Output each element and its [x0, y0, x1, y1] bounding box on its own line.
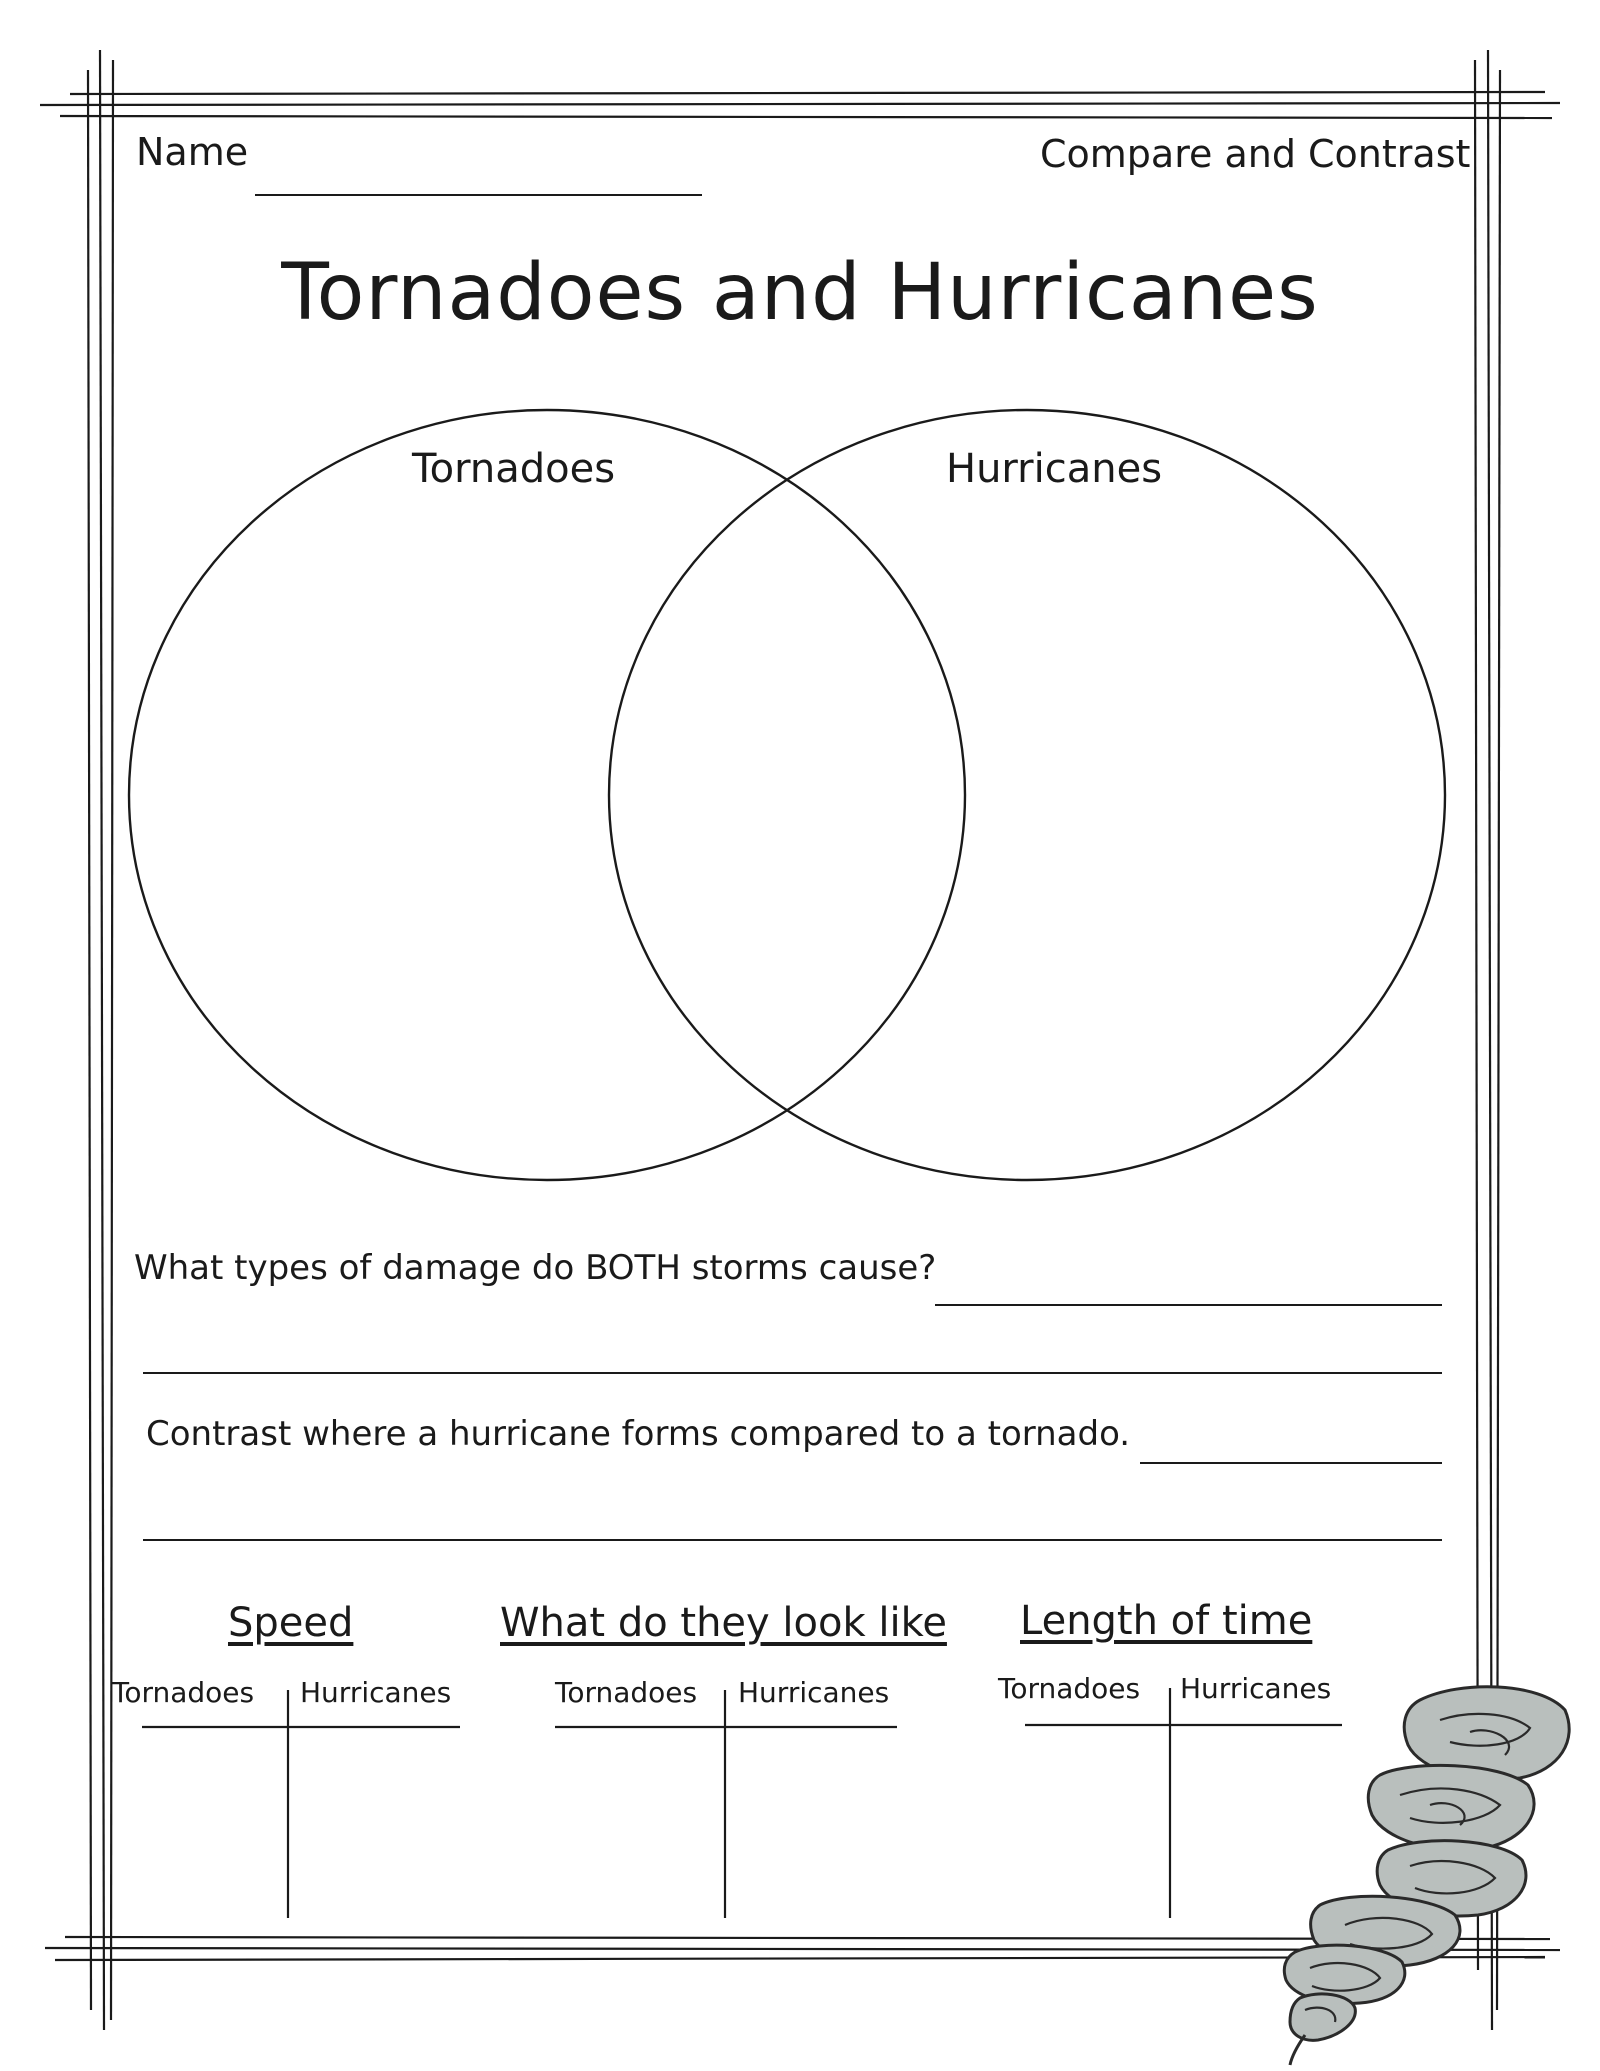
t-chart-right-header: Hurricanes [738, 1676, 890, 1709]
venn-label-tornadoes: Tornadoes [412, 446, 616, 492]
question-damage: What types of damage do BOTH storms cause? [134, 1248, 937, 1288]
venn-label-hurricanes: Hurricanes [946, 446, 1163, 492]
worksheet-type-label: Compare and Contrast [1040, 132, 1471, 176]
page-border [40, 50, 1560, 2030]
name-label: Name [136, 130, 249, 174]
t-chart-left-header: Tornadoes [998, 1672, 1141, 1705]
t-chart-title: Length of time [1020, 1598, 1313, 1644]
t-chart-title: Speed [228, 1600, 354, 1646]
t-chart-left-header: Tornadoes [112, 1676, 255, 1709]
question-formation: Contrast where a hurricane forms compared to a tornado. [146, 1414, 1131, 1454]
t-chart-right-header: Hurricanes [1180, 1672, 1332, 1705]
t-chart-left-header: Tornadoes [555, 1676, 698, 1709]
t-chart-right-header: Hurricanes [300, 1676, 452, 1709]
t-chart-title: What do they look like [500, 1600, 947, 1646]
venn-diagram [129, 410, 1445, 1180]
t-chart-lines [142, 1688, 1342, 1918]
venn-circle-hurricanes[interactable] [609, 410, 1445, 1180]
venn-circle-tornadoes[interactable] [129, 410, 965, 1180]
page-title: Tornadoes and Hurricanes [281, 248, 1319, 338]
